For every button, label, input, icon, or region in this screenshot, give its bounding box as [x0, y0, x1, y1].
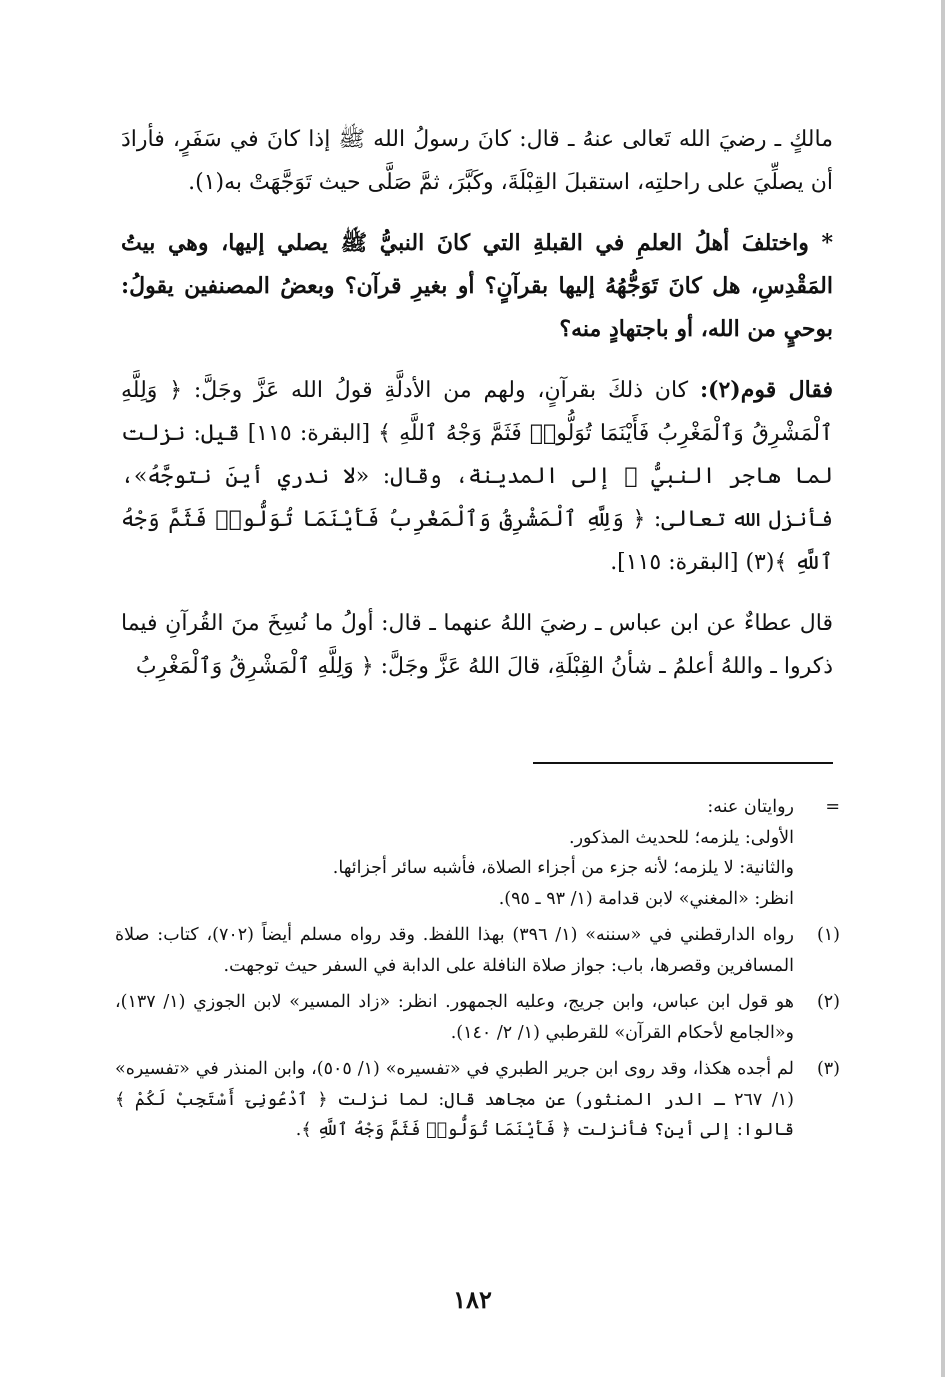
footnote-line: انظر: «المغني» لابن قدامة (١/ ٩٣ ـ ٩٥). — [498, 888, 794, 909]
paragraph-lead: فقال قوم(٢): — [699, 377, 834, 403]
footnote-line: الأولى: يلزمه؛ للحديث المذكور. — [569, 827, 794, 848]
footnote-1 — [115, 920, 840, 981]
footnote-body: رواه الدارقطني في «سننه» (١/ ٣٩٦) بهذا اللفظ. وقد رواه مسلم أيضاً (٧٠٢)، كتاب: صلاة المسافرين وقصرها، باب: جواز صلاة النافلة على الدابة في السفر حيث توجهت. — [115, 925, 794, 976]
footnote-continuation — [115, 792, 840, 914]
footnote-mark: (٣) — [816, 1059, 840, 1079]
footnote-body: هو قول ابن عباس، وابن جريج، وعليه الجمهور. انظر: «زاد المسير» لابن الجوزي (١/ ١٣٧)، و«الجامع لأحكام القرآن» للقرطبي (١/ ٢/ ١٤٠). — [115, 992, 794, 1043]
footnote-mark: = — [825, 797, 840, 817]
footnote-line: والثانية: لا يلزمه؛ لأنه جزء من أجزاء الصلاة، فأشبه سائر أجزائها. — [332, 858, 794, 878]
paragraph-text: قال عطاءٌ عن ابن عباس ـ رضيَ اللهُ عنهما ـ قال: أولُ ما نُسِخَ منَ القُرآنِ فيما ذكروا ـ واللهُ أعلمُ ـ شأنُ القِبْلَةِ، قالَ اللهُ عَزَّ وجَلَّ: ﴿ وَلِلَّهِ ٱلْمَشْرِقُ وَٱلْمَغْرِبُ — [121, 611, 833, 679]
footnote-mark: (١) — [816, 925, 840, 945]
page-edge-shadow — [941, 0, 945, 1377]
paragraph-qibla-question — [121, 222, 833, 351]
footnote-mark: (٢) — [816, 992, 840, 1012]
footnote-body — [115, 792, 794, 914]
footnote-divider — [533, 762, 833, 764]
paragraph-text: كان ذلكَ بقرآنٍ، ولهم من الأدلَّةِ قولُ الله عَزَّ وجَلَّ: ﴿ وَلِلَّهِ ٱلْمَشْرِقُ وَٱلْمَغْرِبُ فَأَيْنَمَا تُوَلُّوا۟ فَثَمَّ وَجْهُ ٱللَّهِ ﴾ [البقرة: ١١٥] قيل: نزلت لما هاجر النبيُّ ﷺ إلى المدينة، وقال: «لا ندري أينَ نتوجَّهُ»، فأنزل الله تعالى: ﴿ وَلِلَّهِ ٱلْمَشْرِقُ وَٱلْمَغْرِبُ فَأَيْنَمَا تُوَلُّوا۟ فَثَمَّ وَجْهُ ٱللَّهِ ﴾(٣) [البقرة: ١١٥]. — [121, 378, 833, 575]
footnote-3 — [115, 1054, 840, 1146]
paragraph-hadith-malik — [121, 118, 833, 204]
paragraph-text: * واختلفَ أهلُ العلمِ في القبلةِ التي كانَ النبيُّ ﷺ يصلي إليها، وهي بيتُ المَقْدِسِ، هل كانَ تَوَجُّهُهُ إليها بقرآنٍ؟ أو بغيرِ قرآن؟ وبعضُ المصنفين يقولُ: بوحيٍ من الله، أو باجتهادٍ منه؟ — [121, 230, 833, 342]
footnote-body: لم أجده هكذا، وقد روى ابن جرير الطبري في «تفسيره» (١/ ٥٠٥)، وابن المنذر في «تفسيره» (١/ ٢٦٧ ـ الدر المنثور) عن مجاهد قال: لما نزلت ﴿ ٱدْعُونِىٓ أَسْتَجِبْ لَكُمْ ﴾ قالوا: إلى أين؟ فأنزلت ﴿ فَأَيْنَمَا تُوَلُّوا۟ فَثَمَّ وَجْهُ ٱللَّهِ ﴾. — [115, 1059, 795, 1140]
paragraph-text: مالكٍ ـ رضيَ الله تَعالى عنهُ ـ قال: كانَ رسولُ الله ﷺ إذا كانَ في سَفَرٍ، فأرادَ أن يصلِّيَ على راحلتِه، استقبلَ القِبْلَةَ، وكَبَّرَ، ثمَّ صَلَّى حيث تَوَجَّهَتْ به(١). — [121, 127, 833, 195]
footnote-line: روايتان عنه: — [707, 797, 794, 817]
footnotes — [115, 792, 840, 1152]
main-text — [121, 118, 833, 706]
paragraph-ata-narration — [121, 602, 833, 688]
footnote-2 — [115, 987, 840, 1048]
paragraph-first-opinion — [121, 369, 833, 584]
page-number: ١٨٢ — [453, 1285, 492, 1314]
